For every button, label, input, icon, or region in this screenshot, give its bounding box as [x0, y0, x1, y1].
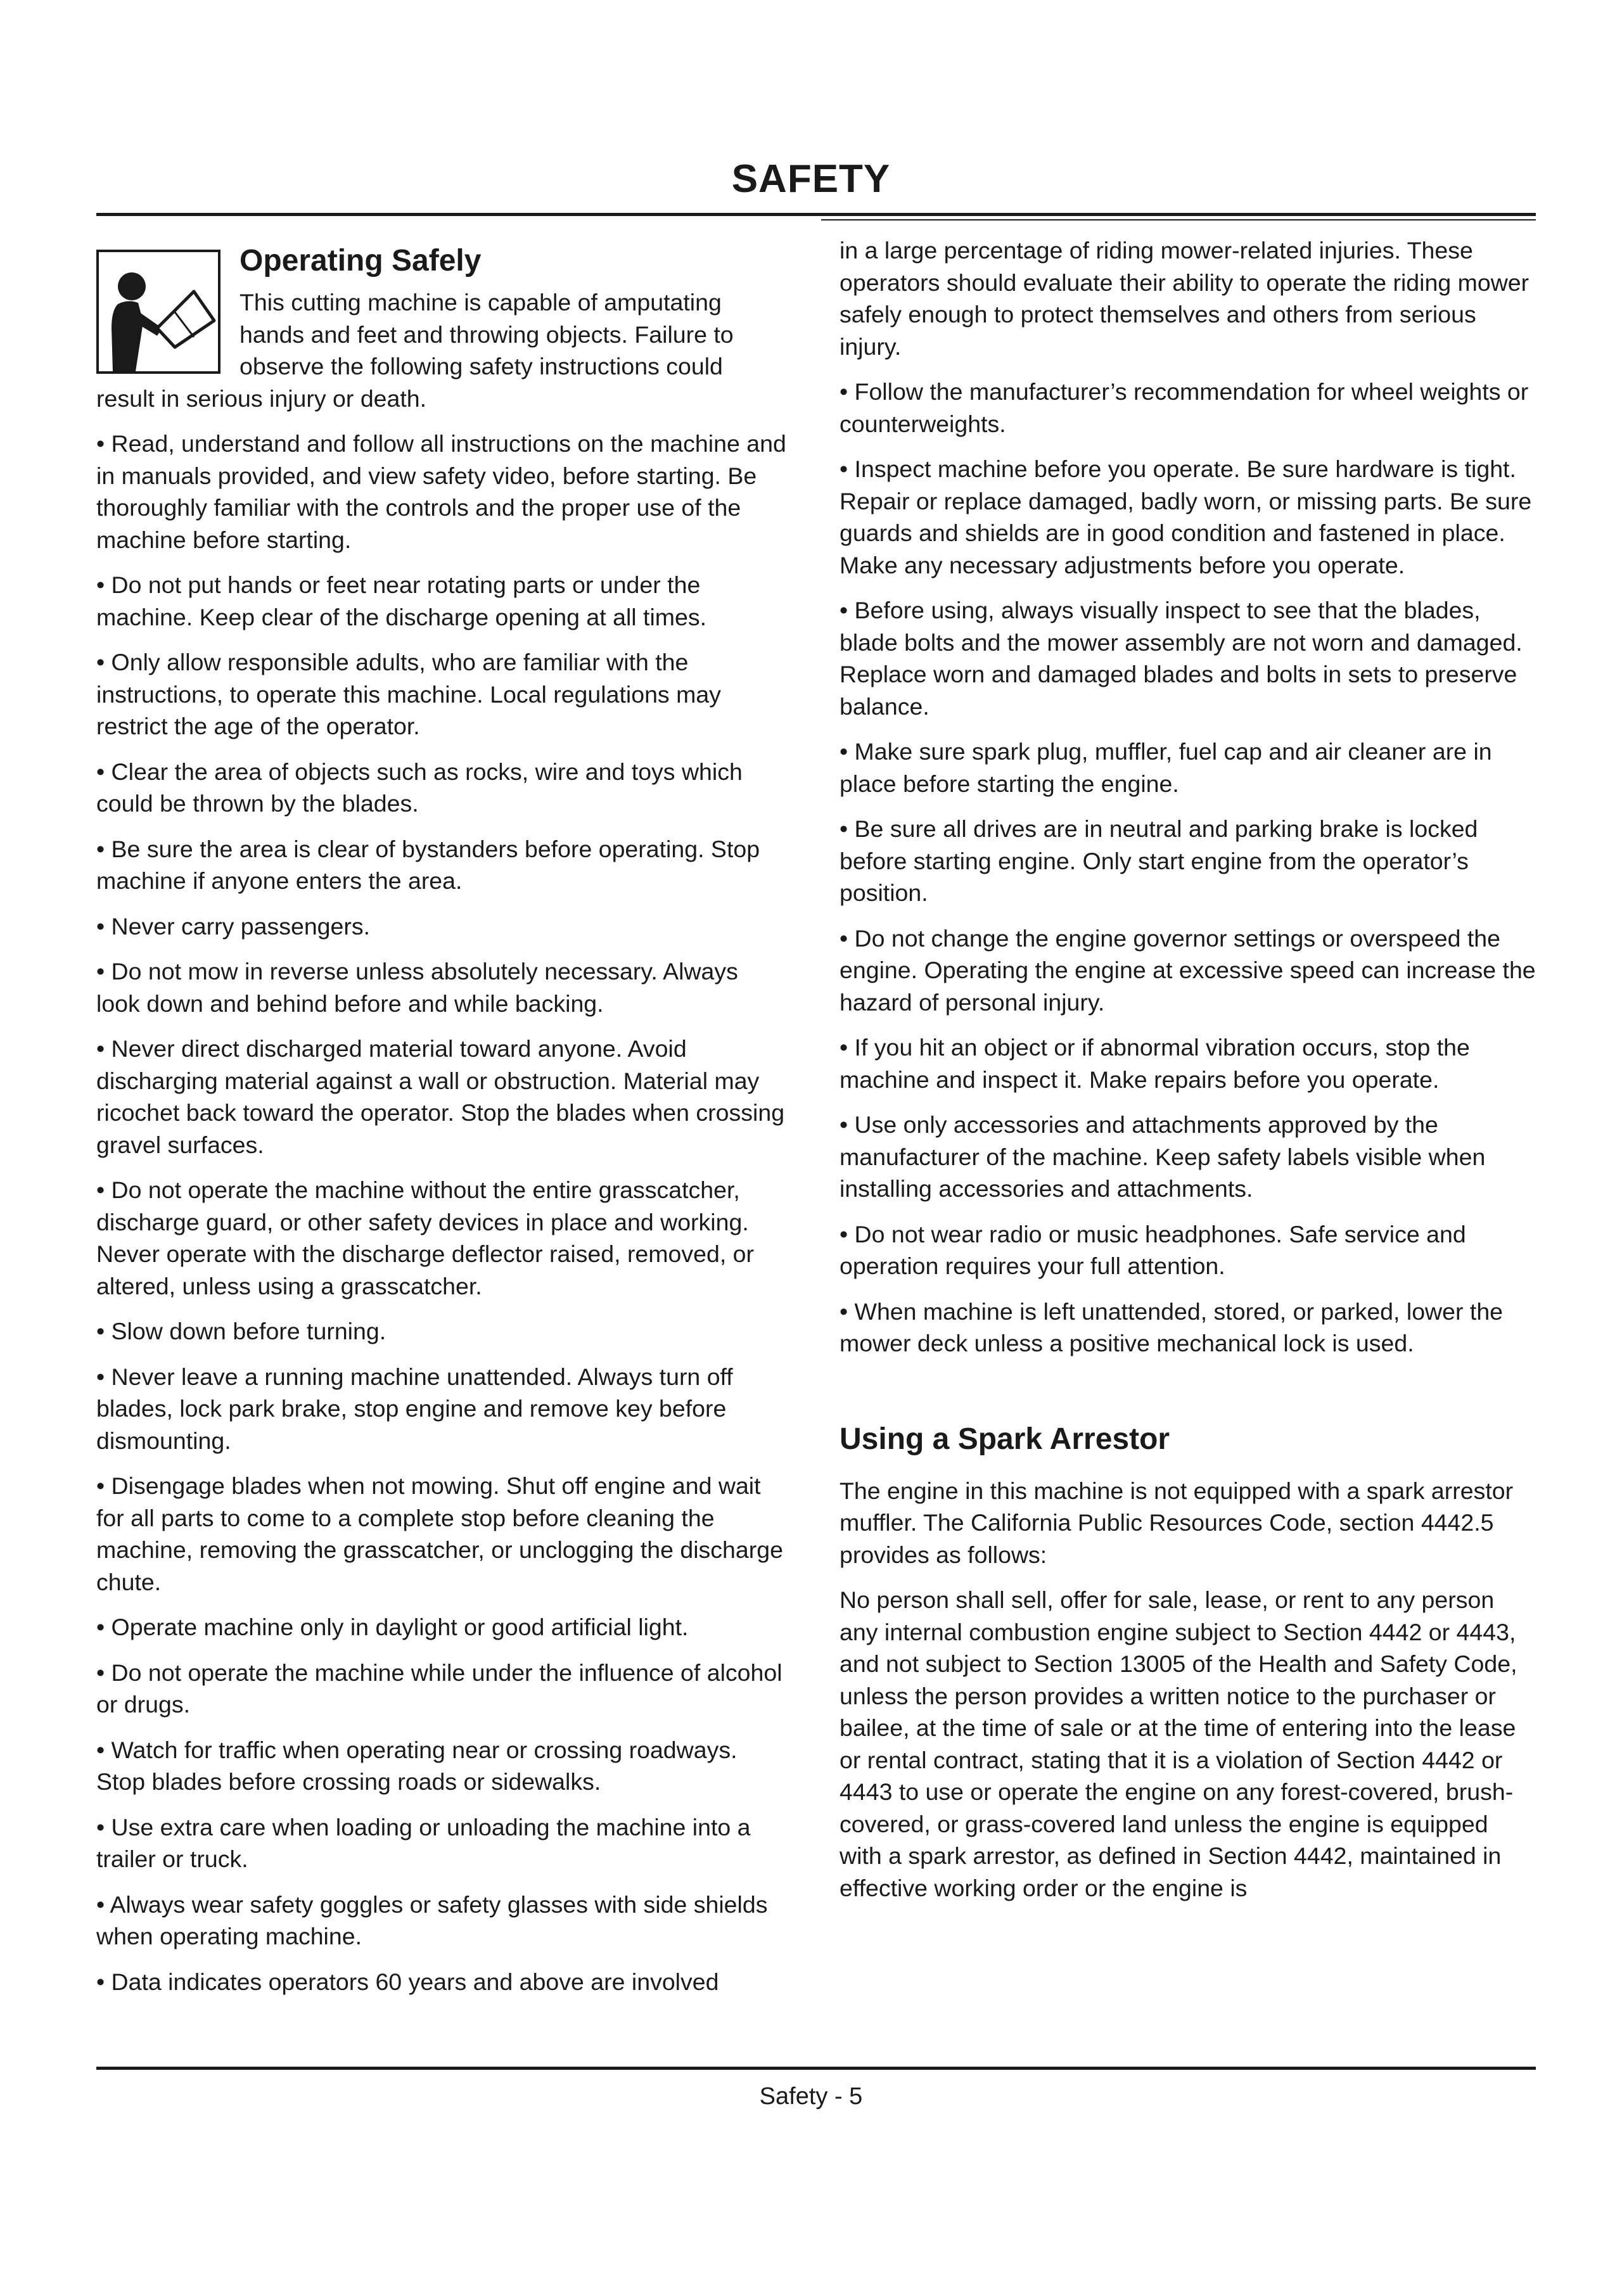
left-column [96, 234, 787, 2011]
list-item: • Never leave a running machine unattended. Always turn off blades, lock park brake, stop engine and remove key before dismounting. [96, 1363, 733, 1454]
list-item: • Clear the area of objects such as rocks, wire and toys which could be thrown by the blades. [96, 758, 743, 817]
spark-paragraph-2: No person shall sell, offer for sale, lease, or rent to any person any internal combustion engine subject to Section 4442 or 4443, and not subject to Section 13005 of the Health and Safety Code, unless the person provides a written notice to the purchaser or bailee, at the time of sale or at the time of entering into the lease or rental contract, stating that it is a violation of Section 4442 or 4443 to use or operate the engine on any forest-covered, brush-covered, or grass-covered land unless the engine is equipped with a spark arrestor, as defined in Section 4442, maintained in effective working order or the engine is [840, 1586, 1517, 1901]
list-item: • Read, understand and follow all instructions on the machine and in manuals provided, and view safety video, before starting. Be thoroughly familiar with the controls and the proper use of the machine before starting. [96, 430, 786, 553]
list-item: • Always wear safety goggles or safety glasses with side shields when operating machine. [96, 1891, 768, 1949]
operating-safely-heading: Operating Safely [239, 244, 482, 277]
list-item: • Use only accessories and attachments approved by the manufacturer of the machine. Keep safety labels visible when installing accessories and attachments. [840, 1111, 1486, 1202]
list-item: • Follow the manufacturer’s recommendation for wheel weights or counterweights. [840, 378, 1529, 437]
right-column [840, 234, 1536, 1917]
page-footer: Safety - 5 [759, 2083, 863, 2110]
list-item: in a large percentage of riding mower-related injuries. These operators should evaluate their ability to operate the riding mower safely enough to protect themselves and others from serious injury. [840, 237, 1529, 360]
list-item: • Be sure all drives are in neutral and parking brake is locked before starting engine. Only start engine from the operator’s position. [840, 815, 1478, 906]
spark-arrestor-heading: Using a Spark Arrestor [840, 1422, 1170, 1456]
list-item: • Do not change the engine governor settings or overspeed the engine. Operating the engine at excessive speed can increase the hazard of personal injury. [840, 924, 1536, 1016]
list-item: • Do not wear radio or music headphones. Safe service and operation requires your full attention. [840, 1220, 1466, 1279]
list-item: • Use extra care when loading or unloading the machine into a trailer or truck. [96, 1813, 751, 1872]
list-item: • Do not mow in reverse unless absolutely necessary. Always look down and behind before and while backing. [96, 958, 738, 1017]
list-item: • Never direct discharged material toward anyone. Avoid discharging material against a wall or obstruction. Material may ricochet back toward the operator. Stop the blades when crossing gravel surfaces. [96, 1035, 785, 1158]
list-item: • When machine is left unattended, stored, or parked, lower the mower deck unless a positive mechanical lock is used. [840, 1298, 1504, 1356]
footer-rule [96, 2067, 1536, 2070]
list-item: • Never carry passengers. [96, 912, 371, 940]
list-item: • Before using, always visually inspect to see that the blades, blade bolts and the mower assembly are not worn and damaged. Replace worn and damaged blades and bolts in sets to preserve balance. [840, 597, 1523, 720]
list-item: • Operate machine only in daylight or good artificial light. [96, 1614, 689, 1640]
list-item: • Be sure the area is clear of bystanders before operating. Stop machine if anyone enters the area. [96, 835, 760, 894]
list-item: • Do not operate the machine while under the influence of alcohol or drugs. [96, 1659, 782, 1718]
header-rule-secondary [821, 219, 1536, 220]
header-rule [96, 213, 1536, 216]
list-item: • Slow down before turning. [96, 1318, 386, 1344]
list-item: • Only allow responsible adults, who are familiar with the instructions, to operate this machine. Local regulations may restrict the age of the operator. [96, 649, 721, 739]
list-item: • Make sure spark plug, muffler, fuel cap and air cleaner are in place before starting the engine. [840, 738, 1492, 797]
list-item: • Do not operate the machine without the entire grasscatcher, discharge guard, or other safety devices in place and working. Never operate with the discharge deflector raised, removed, or altered, unless using a grasscatcher. [96, 1177, 755, 1299]
list-item: • Do not put hands or feet near rotating parts or under the machine. Keep clear of the discharge opening at all times. [96, 571, 707, 630]
list-item: • Inspect machine before you operate. Be sure hardware is tight. Repair or replace damaged, badly worn, or missing parts. Be sure guards and shields are in good condition and fastened in place. Make any necessary adjustments before you operate. [840, 456, 1532, 578]
read-manual-icon [96, 250, 220, 374]
list-item: • If you hit an object or if abnormal vibration occurs, stop the machine and inspect it. Make repairs before you operate. [840, 1034, 1470, 1093]
list-item: • Disengage blades when not mowing. Shut off engine and wait for all parts to come to a complete stop before cleaning the machine, removing the grasscatcher, or unclogging the discharge chute. [96, 1472, 783, 1595]
page-title: SAFETY [731, 157, 891, 201]
spark-paragraph-1: The engine in this machine is not equipped with a spark arrestor muffler. The California Public Resources Code, section 4442.5 provides as follows: [840, 1477, 1514, 1568]
list-item: • Data indicates operators 60 years and above are involved [96, 1968, 719, 1995]
list-item: • Watch for traffic when operating near or crossing roadways. Stop blades before crossing roads or sidewalks. [96, 1736, 738, 1795]
operating-intro: This cutting machine is capable of amputating hands and feet and throwing objects. Failure to observe the following safety instructions could result in serious injury or death. [96, 289, 734, 412]
